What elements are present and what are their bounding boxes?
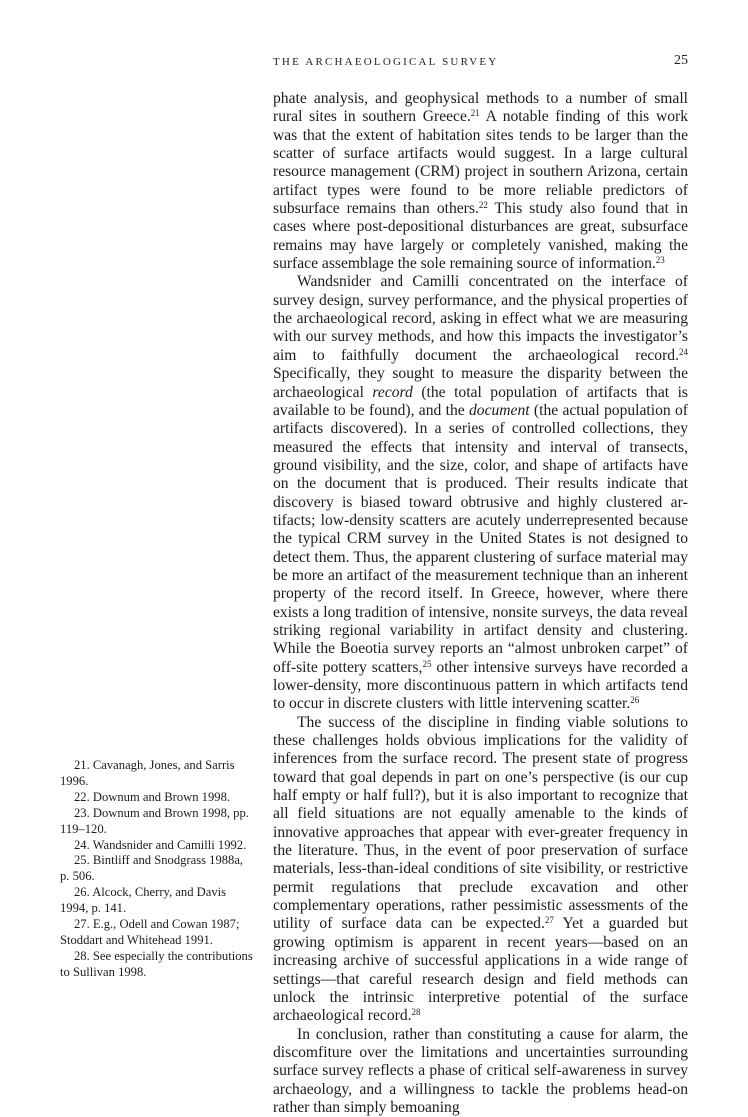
italic-term: record xyxy=(372,383,413,401)
paragraph xyxy=(273,273,688,713)
running-head: THE ARCHAEOLOGICAL SURVEY xyxy=(273,56,499,68)
footnote-reference: 25 xyxy=(422,658,432,669)
text-run: Yet a guarded but growing optimism is apparent in recent years—based on an increasing archive of successful applications in a wide range of settings—that careful research design and field methods can unlock the intrinsic interpretive potential of the surface archaeological record. xyxy=(273,915,688,1025)
note: 28. See especially the contributions to Sullivan 1998. xyxy=(60,948,253,979)
note: 22. Downum and Brown 1998. xyxy=(74,789,231,804)
text-run: Wandsnider and Camilli concentrated on the interface of survey design, survey performance, and the physical properties of the archaeological record, asking in effect what we are measuring with our survey methods, and how this impacts the investigator’s aim to faithfully document the archaeological record. xyxy=(273,273,688,364)
footnote-reference: 23 xyxy=(655,255,665,266)
footnote-reference: 28 xyxy=(411,1007,421,1018)
note: 27. E.g., Odell and Cowan 1987; Stoddart and Whitehead 1991. xyxy=(60,917,240,947)
text-run: Specifically, they sought to measure the disparity between the archaeological xyxy=(273,365,688,401)
text-run: This study also found that in cases where post-depositional disturbances are great, subsurface remains may have largely or completely vanished, making the surface assemblage the sole remaining source of information. xyxy=(273,200,689,273)
text-run: The success of the discipline in finding viable solutions to these challenges holds obvious implications for the validity of inferences from the surface record. The present state of progress toward that goal depends in part on one’s perspective (is our cup half empty or half full?), but it is also important to recognize that all field situations are not equally amenable to the kinds of innovative approaches that appear with ever-greater frequency in the literature. Thus, in the event of poor preservation of surface materials, less-than-ideal conditions of site visibility, or restrictive permit regulations that preclude excavation and other complementary operations, rather pessimistic assessments of the utility of surface data can be expected. xyxy=(273,713,688,933)
note: 25. Bintliff and Snodgrass 1988a, p. 506. xyxy=(60,853,244,884)
footnote-reference: 24 xyxy=(679,346,688,357)
footnote-reference: 22 xyxy=(478,200,488,211)
text-run: A notable finding of this work was that the extent of habitation sites tends to be larger than the scatter of surface artifacts would suggest. In a large cultural resource management (CRM) project in southern Arizona, certain artifact types were found to be more reliable predictors of subsurface remains than others. xyxy=(273,108,688,218)
paragraph xyxy=(273,1026,688,1117)
footnote-reference: 21 xyxy=(470,108,480,119)
text-run: phate analysis, and geophysical methods to a number of small rural sites in southern Greece. xyxy=(273,90,688,126)
text-run: other intensive surveys have recorded a lower-density, more discontinuous pattern in which artifacts tend to occur in discrete clusters with little intervening scatter. xyxy=(273,658,688,713)
page-number: 25 xyxy=(674,53,688,68)
footnote-reference: 26 xyxy=(630,695,640,706)
italic-term: document xyxy=(468,401,530,419)
footnote-reference: 27 xyxy=(544,915,554,926)
note: 24. Wandsnider and Camilli 1992. xyxy=(74,837,247,852)
note: 21. Cavanagh, Jones, and Sarris 1996. xyxy=(60,758,235,788)
note: 26. Alcock, Cherry, and Davis 1994, p. 141. xyxy=(60,885,227,916)
paragraph xyxy=(273,714,688,1026)
text-run: (the actual population of artifacts discovered). In a series of controlled collections, they measured the effects that intensity and interval of transects, ground visibility, and the size, color, and shape of artifacts have on the document that is produced. Their results indicate that discovery is biased toward obtrusive and highly clustered artifacts; low-density scatters are acutely underrepresented because the typical CRM survey in the United States is not designed to detect them. Thus, the apparent clustering of surface material may be more an artifact of the measurement technique than an inherent property of the record itself. In Greece, however, where there exists a long tradition of intensive, nonsite surveys, the data reveal striking regional variability in artifact density and clustering. While the Boeotia survey reports an “almost unbroken carpet” of off-site pottery scatters, xyxy=(273,401,688,676)
note: 23. Downum and Brown 1998, pp. 119–120. xyxy=(60,805,249,836)
text-run: In conclusion, rather than constituting a cause for alarm, the discomfiture over the limitations and uncertainties surrounding surface survey reflects a phase of critical self-awareness in survey archaeology, and a willingness to tackle the problems head-on rather than simply bemoaning xyxy=(273,1025,688,1116)
marginal-notes xyxy=(60,758,253,981)
text-run: (the total population of artifacts that is available to be found), and the xyxy=(273,383,689,419)
main-text-column xyxy=(273,90,688,1117)
paragraph xyxy=(273,90,688,273)
